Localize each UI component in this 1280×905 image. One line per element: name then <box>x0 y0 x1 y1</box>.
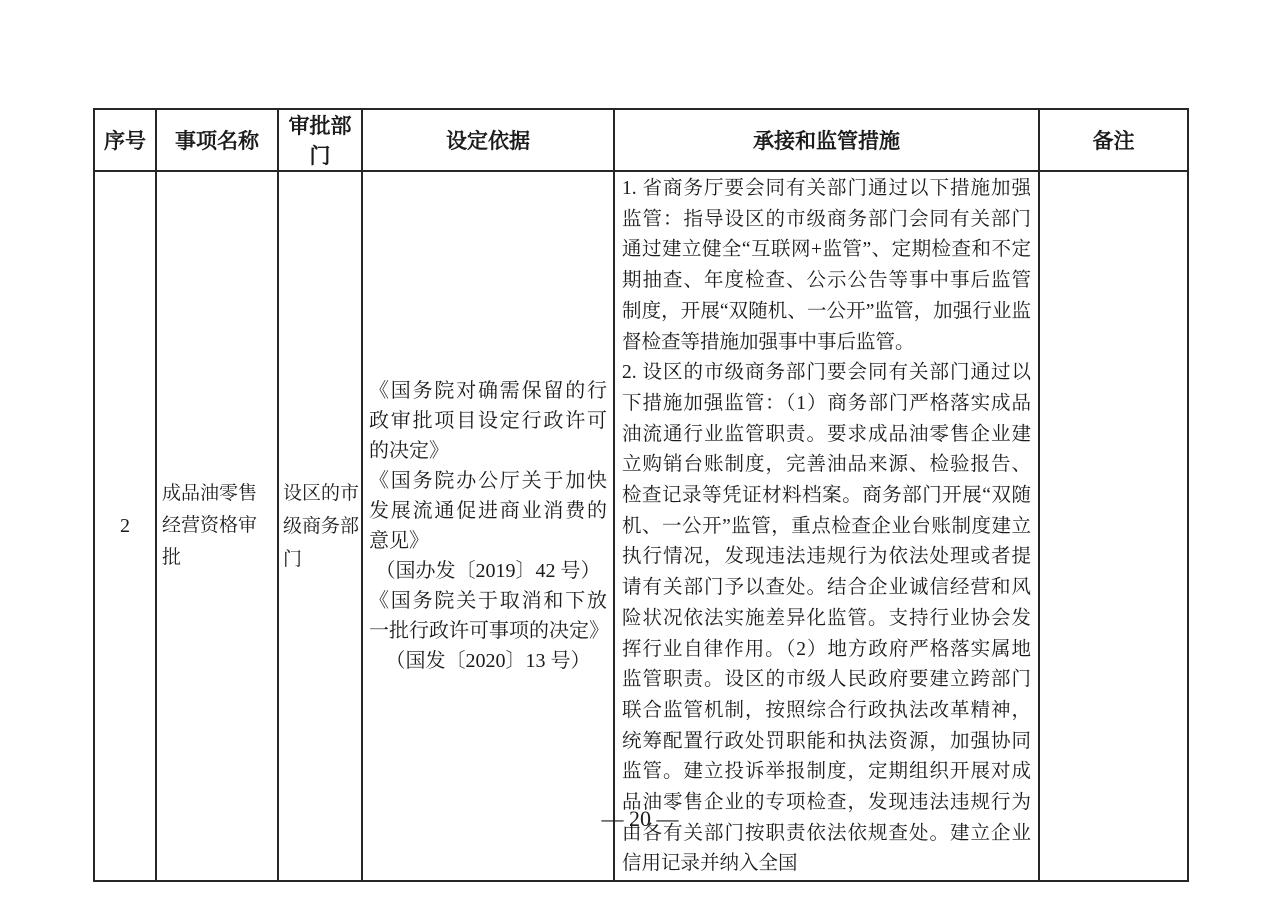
cell-legal-basis <box>362 171 614 881</box>
col-header-item-name: 事项名称 <box>156 109 278 171</box>
legal-basis-title: 《国务院对确需保留的行政审批项目设定行政许可的决定》 <box>369 380 607 463</box>
col-header-approval-dept: 审批部门 <box>278 109 362 171</box>
legal-basis-title: 《国务院关于取消和下放一批行政许可事项的决定》 <box>369 590 609 643</box>
page-number: — 20 — <box>601 806 679 831</box>
legal-basis-entry <box>369 376 607 466</box>
measures-paragraph-1: 1. 省商务厅要会同有关部门通过以下措施加强监管：指导设区的市级商务部门会同有关部门通过建立健全“互联网+监管”、定期检查和不定期抽查、年度检查、公示公告等事中事后监管制度，开展“双随机、一公开”监管，加强行业监督检查等措施加强事中事后监管。 <box>622 178 1031 353</box>
cell-approval-dept <box>278 171 362 881</box>
col-header-seq: 序号 <box>94 109 156 171</box>
cell-item-name <box>156 171 278 881</box>
table-row <box>94 171 1188 881</box>
legal-basis-title: 《国务院办公厅关于加快发展流通促进商业消费的意见》 <box>369 470 607 553</box>
item-name-text: 成品油零售经营资格审批 <box>162 483 258 569</box>
legal-basis-citation: （国办发〔2019〕42 号） <box>375 560 601 583</box>
cell-measures <box>614 171 1039 881</box>
approval-dept-text: 设区的市级商务部门 <box>283 482 360 570</box>
legal-basis-entry <box>369 586 607 676</box>
cell-remark <box>1039 171 1188 881</box>
approval-items-table <box>93 108 1189 882</box>
legal-basis-citation: （国发〔2020〕13 号） <box>385 650 591 673</box>
table-header-row <box>94 109 1188 171</box>
col-header-remark: 备注 <box>1039 109 1188 171</box>
col-header-legal-basis: 设定依据 <box>362 109 614 171</box>
measures-paragraph-2: 2. 设区的市级商务部门要会同有关部门通过以下措施加强监管：（1）商务部门严格落实成品油流通行业监管职责。要求成品油零售企业建立购销台账制度，完善油品来源、检验报告、检查记录等凭证材料档案。商务部门开展“双随机、一公开”监管，重点检查企业台账制度建立执行情况，发现违法违规行为依法处理或者提请有关部门予以查处。结合企业诚信经营和风险状况依法实施差异化监管。支持行业协会发挥行业自律作用。（2）地方政府严格落实属地监管职责。设区的市级人民政府要建立跨部门联合监管机制，按照综合行政执法改革精神，统筹配置行政处罚职能和执法资源，加强协同监管。建立投诉举报制度，定期组织开展对成品油零售企业的专项检查，发现违法违规行为由各有关部门按职责依法依规查处。建立企业信用记录并纳入全国 <box>622 362 1031 875</box>
legal-basis-entry <box>369 466 607 586</box>
col-header-measures: 承接和监管措施 <box>614 109 1039 171</box>
cell-seq: 2 <box>94 171 156 881</box>
